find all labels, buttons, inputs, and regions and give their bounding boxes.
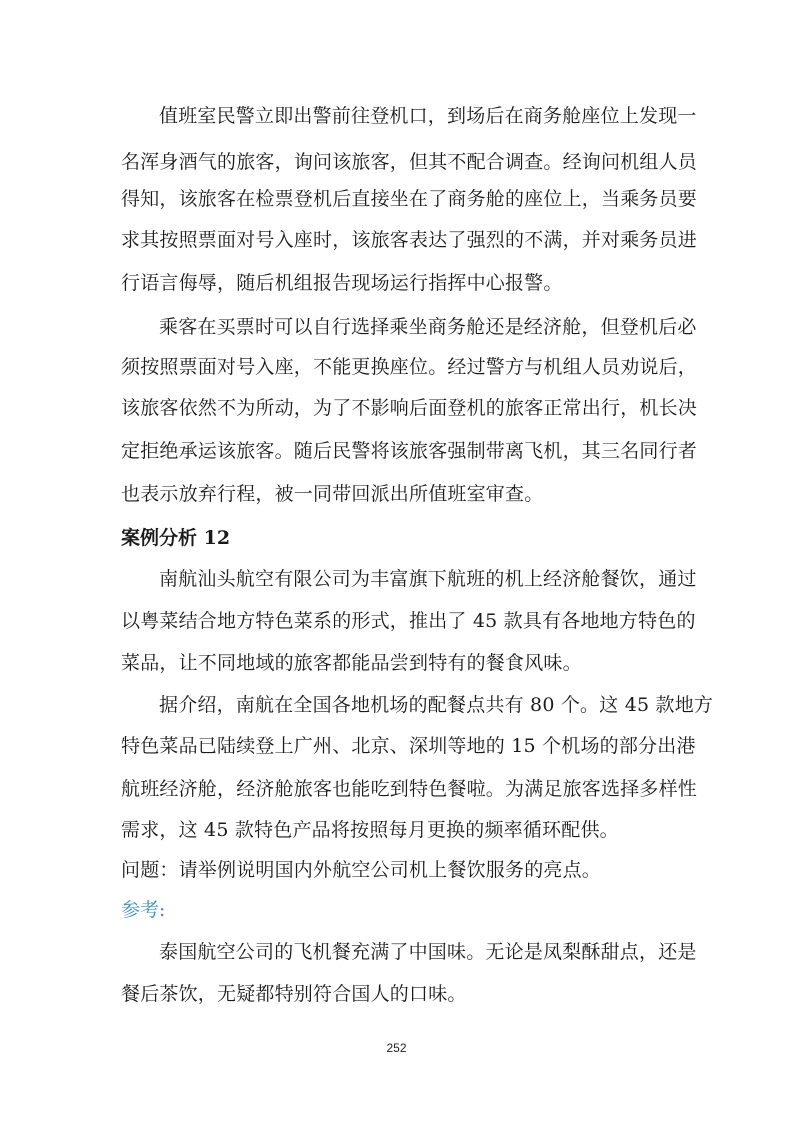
paragraph-4-line-1: 据介绍，南航在全国各地机场的配餐点共有 80 个。这 45 款地方 [159,694,714,716]
paragraph-3-line-1: 南航汕头航空有限公司为丰富旗下航班的机上经济舱餐饮，通过 [159,568,697,590]
paragraph-2-line-1: 乘客在买票时可以自行选择乘坐商务舱还是经济舱，但登机后必 [159,316,697,338]
paragraph-2-line-2: 须按照票面对号入座，不能更换座位。经过警方与机组人员劝说后， [121,356,698,378]
paragraph-2-line-4: 定拒绝承运该旅客。随后民警将该旅客强制带离飞机，其三名同行者 [121,440,698,462]
paragraph-1-line-2: 名浑身酒气的旅客，询问该旅客，但其不配合调查。经询问机组人员 [121,151,698,173]
paragraph-2-line-5: 也表示放弃行程，被一同带回派出所值班室审查。 [121,483,544,505]
page-number: 252 [386,1041,407,1055]
reference-label: 参考: [121,899,166,921]
paragraph-4-line-3: 航班经济舱，经济舱旅客也能吃到特色餐啦。为满足旅客选择多样性 [121,778,698,800]
paragraph-4-line-4: 需求，这 45 款特色产品将按照每月更换的频率循环配供。 [121,819,619,841]
paragraph-1-line-1: 值班室民警立即出警前往登机口，到场后在商务舱座位上发现一 [159,105,697,127]
case-heading: 案例分析 12 [121,527,231,549]
paragraph-2-line-3: 该旅客依然不为所动，为了不影响后面登机的旅客正常出行，机长决 [121,397,698,419]
paragraph-3-line-3: 菜品，让不同地域的旅客都能品尝到特有的餐食风味。 [121,652,582,674]
paragraph-1-line-4: 求其按照票面对号入座时，该旅客表达了强烈的不满，并对乘务员进 [121,229,698,251]
paragraph-1-line-3: 得知，该旅客在检票登机后直接坐在了商务舱的座位上，当乘务员要 [121,188,698,210]
paragraph-3-line-2: 以粤菜结合地方特色菜系的形式，推出了 45 款具有各地地方特色的 [121,610,696,632]
question-line: 问题：请举例说明国内外航空公司机上餐饮服务的亮点。 [121,859,602,881]
paragraph-1-line-5: 行语言侮辱，随后机组报告现场运行指挥中心报警。 [121,272,563,294]
paragraph-5-line-2: 餐后茶饮，无疑都特别符合国人的口味。 [121,983,467,1005]
paragraph-4-line-2: 特色菜品已陆续登上广州、北京、深圳等地的 15 个机场的部分出港 [121,735,696,757]
paragraph-5-line-1: 泰国航空公司的飞机餐充满了中国味。无论是凤梨酥甜点，还是 [159,941,697,963]
